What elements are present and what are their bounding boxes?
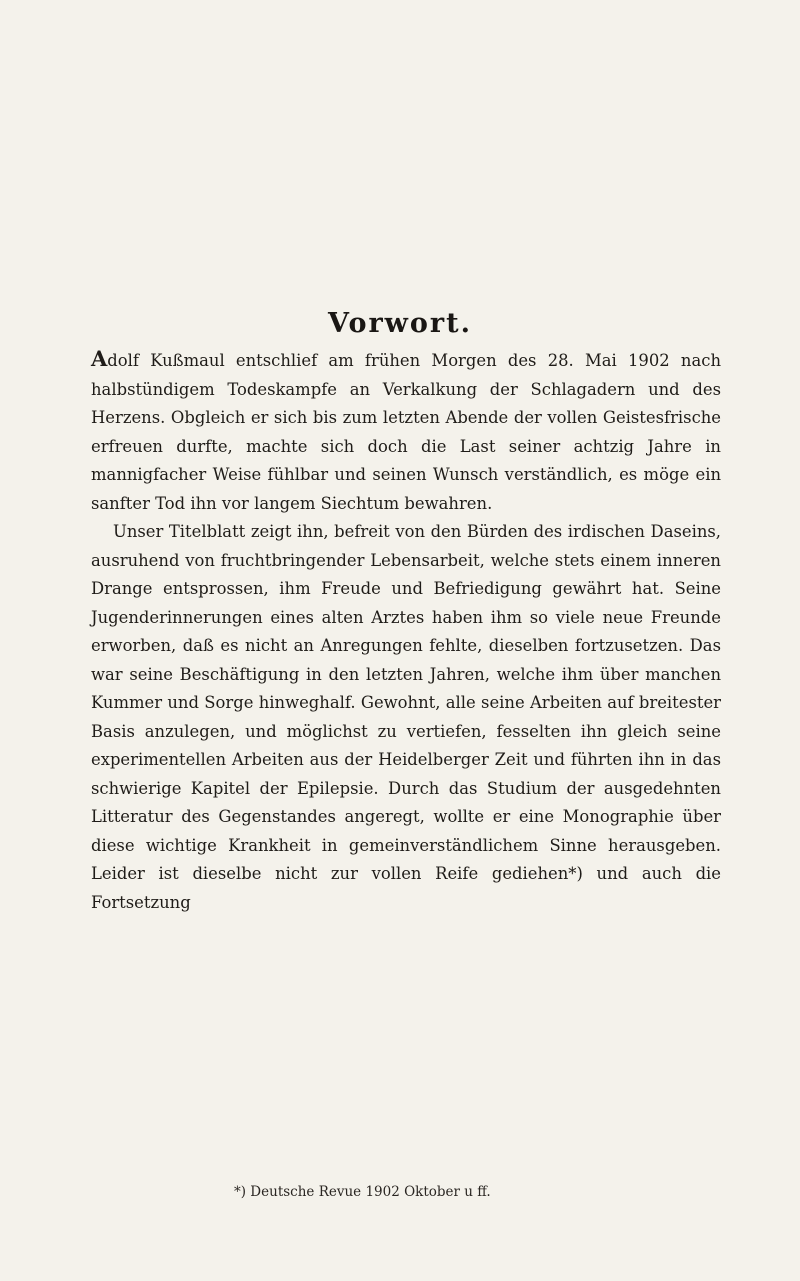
- footnote: *) Deutsche Revue 1902 Oktober u ff.: [234, 1184, 491, 1200]
- page-title: Vorwort.: [327, 308, 473, 339]
- paragraph-2: [91, 518, 721, 917]
- paragraph-1-text: dolf Kußmaul entschlief am frühen Morgen des 28. Mai 1902 nach halbstündigem Todeskampfe an Verkalkung der Schlagadern und des Herzens. Obgleich er sich bis zum letzten Abende der vollen Geistesfrische erfreuen durfte, machte sich doch die Last seiner achtzig Jahre in mannigfacher Weise fühlbar und seinen Wunsch verständlich, es möge ein sanfter Tod ihn vor langem Siechtum bewahren.: [91, 351, 721, 513]
- paragraph-1: [91, 345, 721, 518]
- preface-body: [91, 345, 721, 917]
- paragraph-2-text: Unser Titelblatt zeigt ihn, befreit von den Bürden des irdischen Daseins, ausruhend von fruchtbringender Lebensarbeit, welche stets einem inneren Drange entsprossen, ihm Freude und Befriedigung gewährt hat. Seine Jugenderinnerungen eines alten Arztes haben ihm so viele neue Freunde erworben, daß es nicht an Anregungen fehlte, dieselben fortzusetzen. Das war seine Beschäftigung in den letzten Jahren, welche ihm über manchen Kummer und Sorge hinweghalf. Gewohnt, alle seine Arbeiten auf breitester Basis anzulegen, und möglichst zu vertiefen, fesselten ihn gleich seine experimentellen Arbeiten aus der Heidelberger Zeit und führten ihn in das schwierige Kapitel der Epilepsie. Durch das Studium der ausgedehnten Litteratur des Gegenstandes angeregt, wollte er eine Monographie über diese wichtige Krankheit in gemeinverständlichem Sinne herausgeben. Leider ist dieselbe nicht zur vollen Reife gediehen*) und auch die Fortsetzung: [91, 522, 721, 912]
- initial-letter: A: [91, 346, 108, 371]
